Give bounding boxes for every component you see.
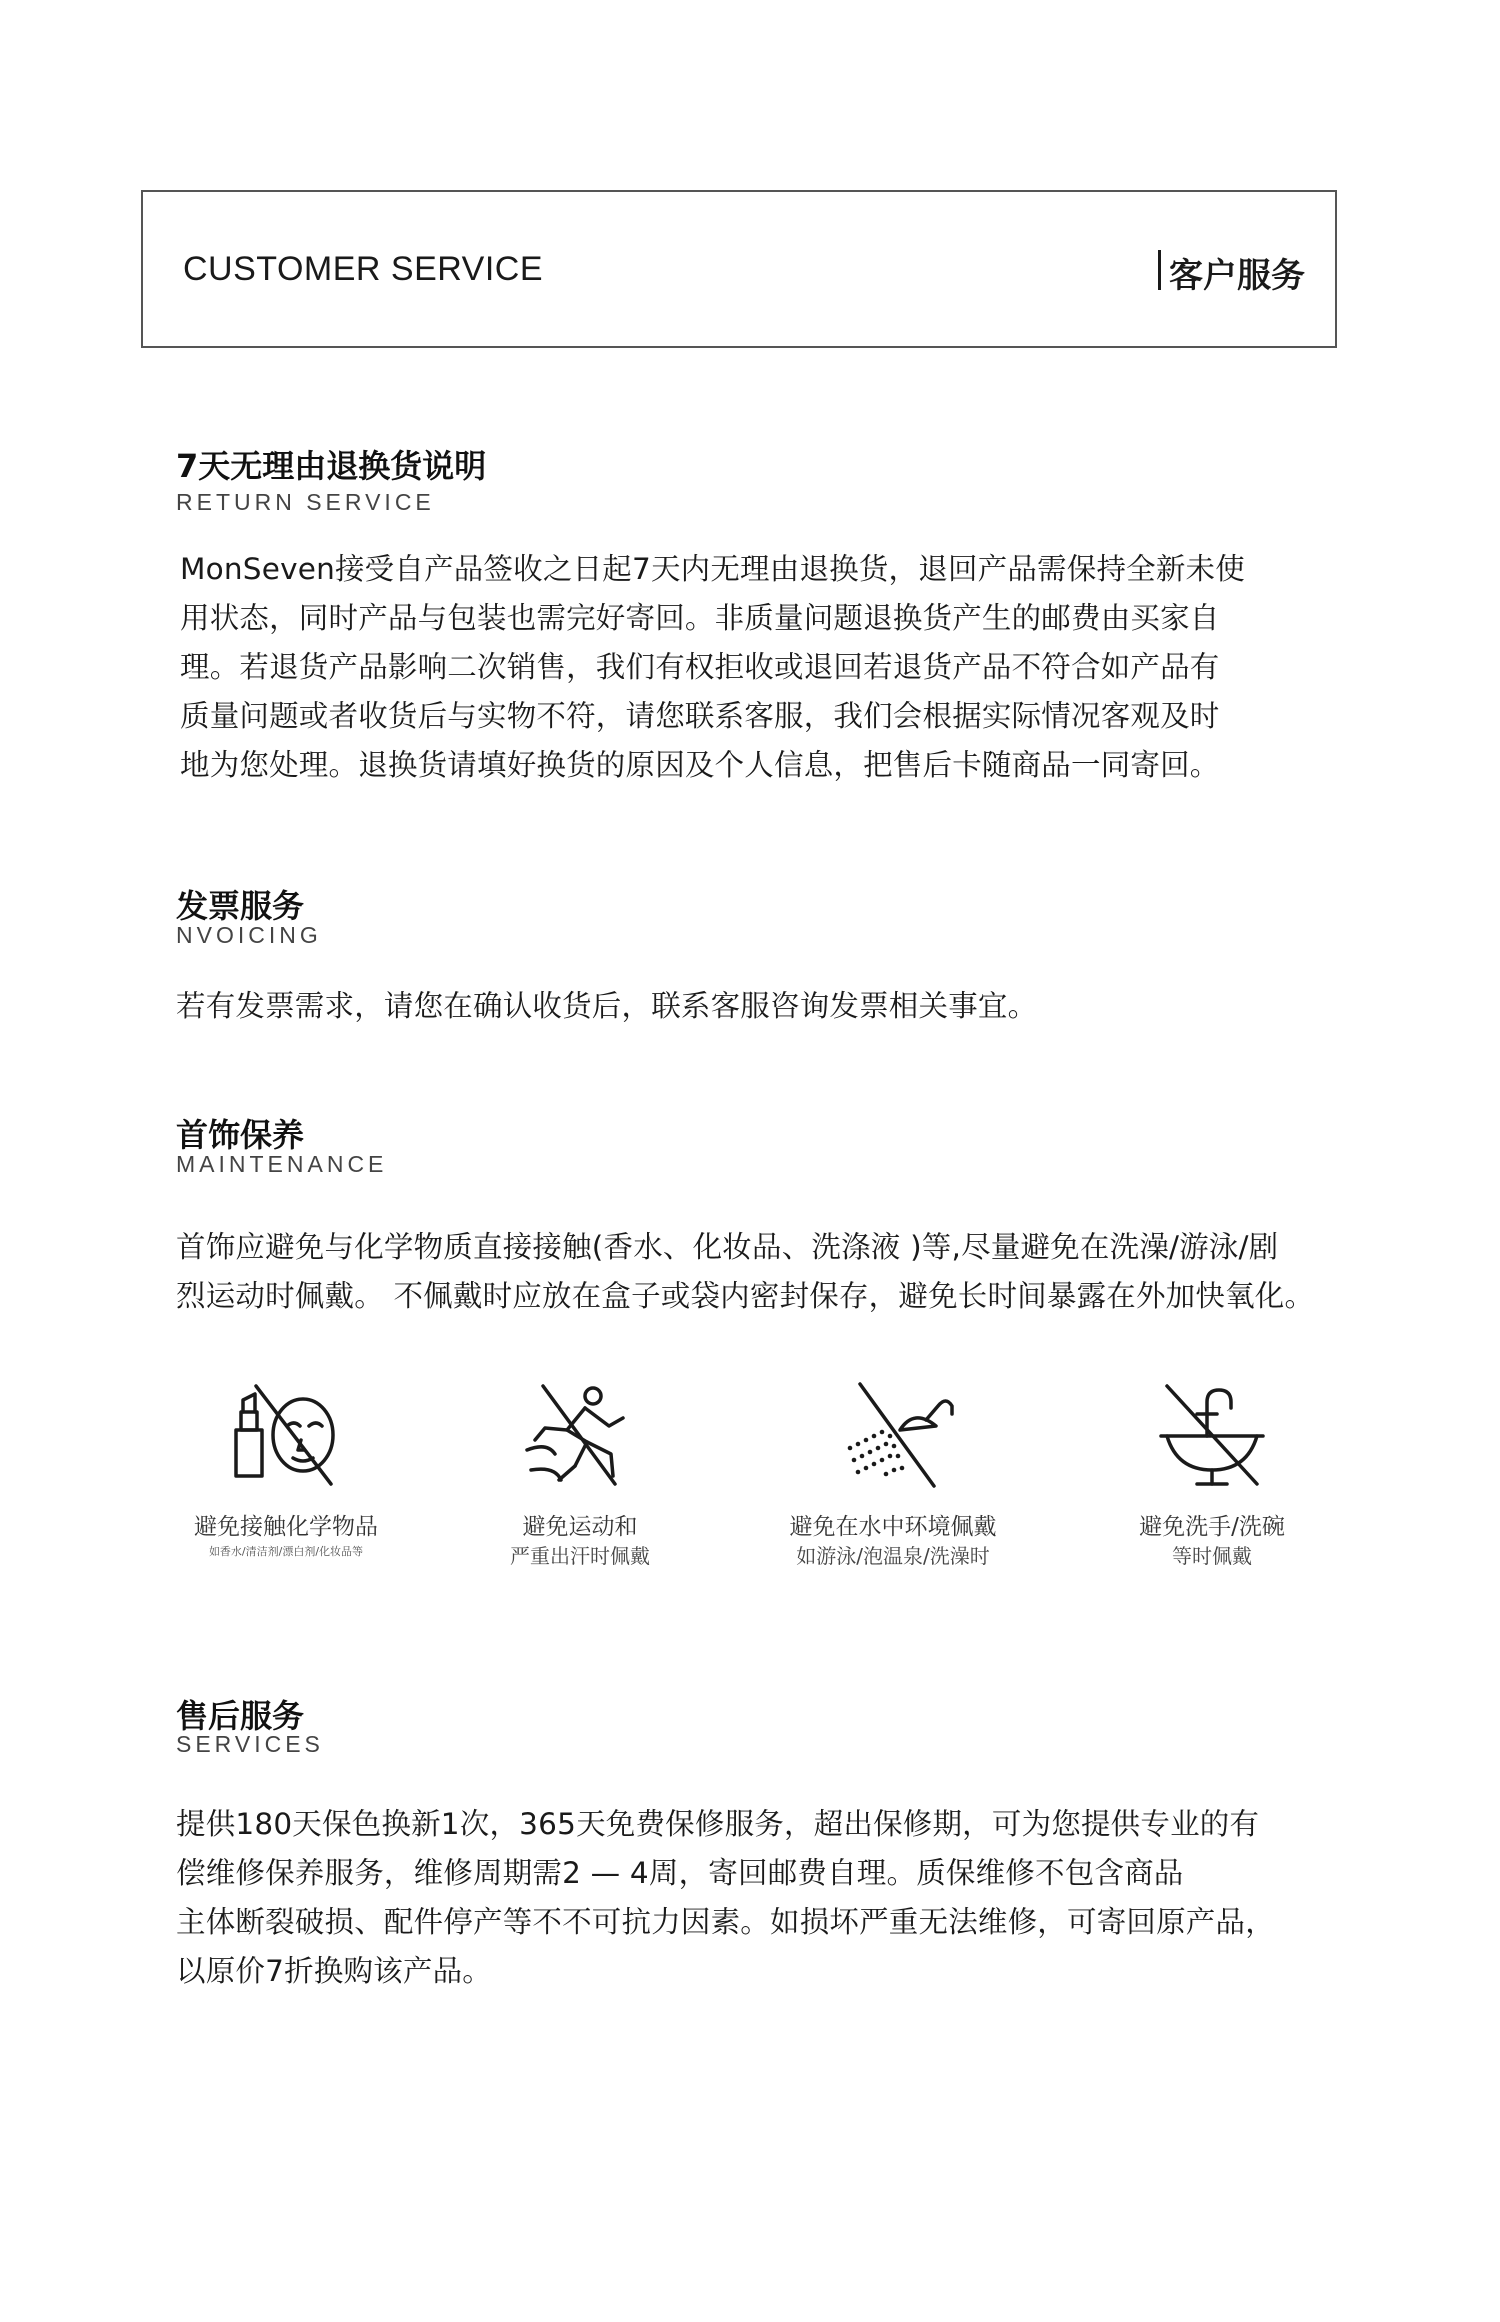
services-paragraph bbox=[176, 1800, 1275, 1996]
no-exercise-icon bbox=[515, 1380, 645, 1490]
header-title-cn: 客户服务 bbox=[1169, 256, 1305, 296]
services-line: 以原价7折换购该产品。 bbox=[176, 1954, 492, 1988]
care-item-sub: 如香水/清洁剂/漂白剂/化妆品等 bbox=[208, 1545, 364, 1558]
maintenance-line: 首饰应避免与化学物质直接接触(香水、化妆品、洗涤液 )等,尽量避免在洗澡/游泳/剧 bbox=[176, 1230, 1279, 1264]
maintenance-line: 烈运动时佩戴。 不佩戴时应放在盒子或袋内密封保存，避免长时间暴露在外加快氧化。 bbox=[176, 1279, 1315, 1313]
returns-line: 质量问题或者收货后与实物不符，请您联系客服，我们会根据实际情况客观及时 bbox=[180, 699, 1220, 733]
care-item-shower bbox=[753, 1380, 1033, 1570]
header-title-en: CUSTOMER SERVICE bbox=[183, 250, 544, 288]
returns-subtitle: RETURN SERVICE bbox=[176, 489, 435, 515]
care-item-sub: 严重出汗时佩戴 bbox=[510, 1544, 650, 1568]
returns-title: 7天无理由退换货说明 bbox=[176, 447, 487, 485]
services-title: 售后服务 bbox=[176, 1697, 305, 1735]
maintenance-subtitle: MAINTENANCE bbox=[176, 1151, 388, 1177]
returns-line: 理。若退货产品影响二次销售，我们有权拒收或退回若退货产品不符合如产品有 bbox=[180, 650, 1220, 684]
returns-paragraph bbox=[180, 545, 1245, 790]
maintenance-paragraph bbox=[176, 1223, 1314, 1321]
header-divider bbox=[1158, 250, 1161, 290]
care-item-handwash bbox=[1072, 1380, 1352, 1570]
header-box bbox=[141, 190, 1337, 348]
care-item-sub: 等时佩戴 bbox=[1172, 1544, 1252, 1568]
services-line: 主体断裂破损、配件停产等不不可抗力因素。如损坏严重无法维修，可寄回原产品， bbox=[176, 1905, 1275, 1939]
no-shower-icon bbox=[828, 1380, 958, 1490]
returns-line: 用状态，同时产品与包装也需完好寄回。非质量问题退换货产生的邮费由买家自 bbox=[180, 601, 1220, 635]
care-item-label: 避免运动和 bbox=[522, 1514, 638, 1540]
invoicing-title: 发票服务 bbox=[176, 887, 305, 925]
care-item-label: 避免洗手/洗碗 bbox=[1139, 1514, 1285, 1540]
no-cosmetics-icon bbox=[221, 1380, 351, 1490]
services-line: 提供180天保色换新1次，365天免费保修服务，超出保修期，可为您提供专业的有 bbox=[176, 1807, 1260, 1841]
invoicing-subtitle: NVOICING bbox=[176, 922, 322, 948]
invoicing-paragraph bbox=[176, 982, 1037, 1031]
care-item-cosmetics bbox=[146, 1380, 426, 1562]
care-item-label: 避免接触化学物品 bbox=[194, 1514, 378, 1540]
no-handwash-icon bbox=[1147, 1380, 1277, 1490]
returns-line: 地为您处理。退换货请填好换货的原因及个人信息，把售后卡随商品一同寄回。 bbox=[180, 748, 1220, 782]
returns-line: MonSeven接受自产品签收之日起7天内无理由退换货，退回产品需保持全新未使 bbox=[180, 552, 1245, 586]
care-item-sub: 如游泳/泡温泉/洗澡时 bbox=[796, 1544, 990, 1568]
services-subtitle: SERVICES bbox=[176, 1731, 324, 1757]
care-item-label: 避免在水中环境佩戴 bbox=[789, 1514, 997, 1540]
services-line: 偿维修保养服务，维修周期需2 — 4周，寄回邮费自理。质保维修不包含商品 bbox=[176, 1856, 1184, 1890]
care-item-exercise bbox=[440, 1380, 720, 1570]
invoicing-line: 若有发票需求，请您在确认收货后，联系客服咨询发票相关事宜。 bbox=[176, 989, 1038, 1023]
maintenance-title: 首饰保养 bbox=[176, 1116, 305, 1154]
